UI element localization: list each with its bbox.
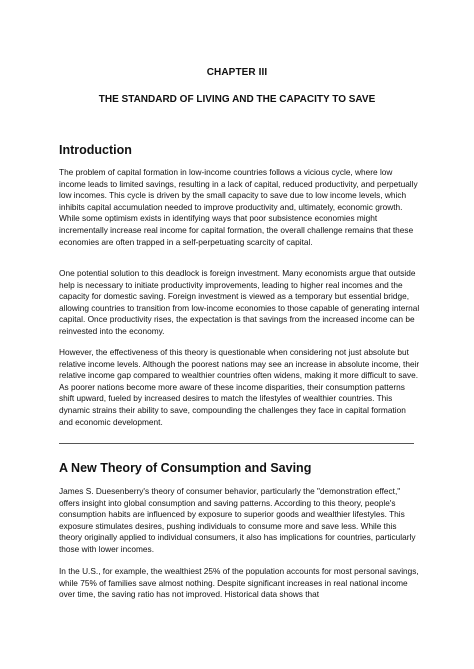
paragraph: James S. Duesenberry's theory of consumer behavior, particularly the "demonstration effect," offers insight into global consumption and saving patterns. According to this theory, people's consumption habits are influenced by exposure to superior goods and wealthier lifestyles. This exposure stimulates desires, pushing individuals to consume more and save less. While this theory originally applied to individual consumers, it also has implications for countries, particularly those with lower incomes. bbox=[59, 486, 416, 554]
paragraph: One potential solution to this deadlock is foreign investment. Many economists argue that outside help is necessary to initiate productivity improvements, leading to higher real incomes and the capacity for domestic saving. Foreign investment is viewed as a temporary but essential bridge, allowing countries to transition from low-income economies to those capable of generating internal capital. Once productivity rises, the expectation is that savings from the increased income can be reinvested into the economy. bbox=[59, 268, 420, 336]
paragraph: In the U.S., for example, the wealthiest 25% of the population accounts for most personal savings, while 75% of families save almost nothing. Despite significant increases in real national income over time, the saving ratio has not improved. Historical data shows that bbox=[59, 566, 419, 600]
section-heading-introduction: Introduction bbox=[59, 143, 132, 157]
paragraph: The problem of capital formation in low-income countries follows a vicious cycle, where low income leads to limited savings, resulting in a lack of capital, reduced productivity, and perpetually low incomes. This cycle is driven by the small capacity to save due to low income levels, which inhibits capital accumulation needed to improve productivity and, ultimately, economic growth. While some optimism exists in identifying ways that poor subsistence economies might incrementally increase real income for capital formation, the overall challenge remains that these economies are often trapped in a self-perpetuating scarcity of capital. bbox=[59, 167, 418, 247]
section-heading-consumption-saving: A New Theory of Consumption and Saving bbox=[59, 461, 312, 475]
section-divider bbox=[59, 443, 414, 444]
paragraph: However, the effectiveness of this theory is questionable when considering not just absolute but relative income levels. Although the poorest nations may see an increase in absolute income, their relative income gap compared to wealthier countries often widens, making it more difficult to save. As poorer nations become more aware of these income disparities, their consumption patterns shift upward, fueled by increased desires to match the lifestyles of wealthier countries. This dynamic strains their ability to save, compounding the challenges they face in capital formation and economic development. bbox=[59, 347, 420, 427]
chapter-label: CHAPTER III bbox=[206, 67, 268, 78]
chapter-title: THE STANDARD OF LIVING AND THE CAPACITY TO SAVE bbox=[98, 94, 376, 105]
